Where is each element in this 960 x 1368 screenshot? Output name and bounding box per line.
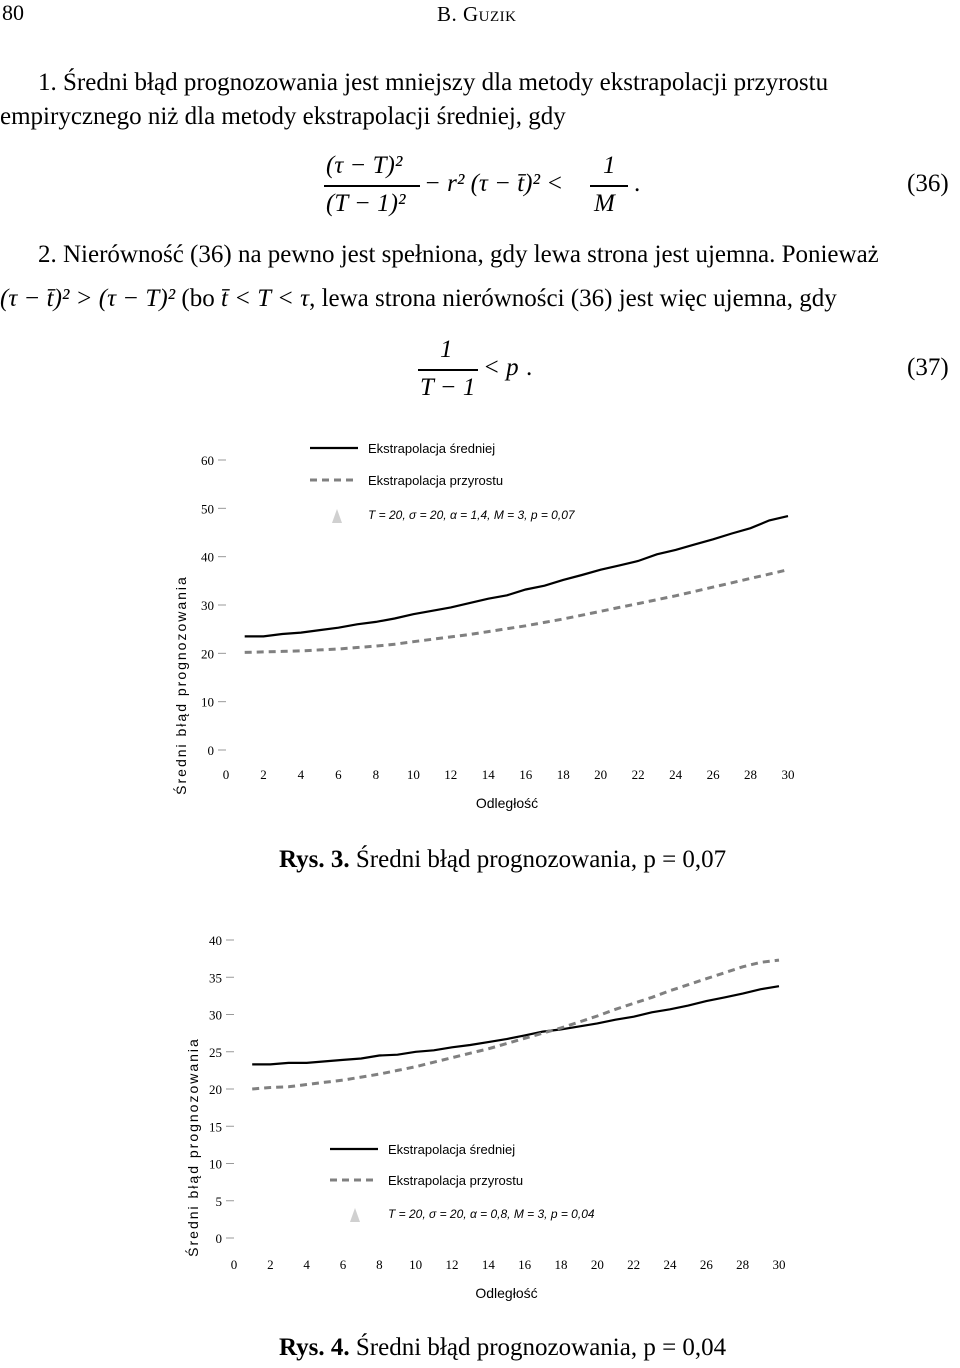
- y-tick-label: 20: [201, 646, 214, 662]
- eq36-fraction-1-denominator: (T − 1)²: [326, 190, 406, 217]
- x-tick-label: 8: [372, 767, 380, 782]
- legend-label: Ekstrapolacja średniej: [368, 441, 496, 456]
- x-tick-label: 22: [631, 767, 645, 782]
- y-tick-label: 35: [209, 970, 222, 986]
- inline-condition: t̄ < T < τ: [220, 285, 310, 312]
- x-tick-label: 28: [744, 767, 758, 782]
- x-tick-label: 12: [444, 767, 458, 782]
- y-tick-label: 40: [201, 549, 214, 565]
- equation-37: [0, 334, 960, 410]
- x-tick-label: 10: [406, 767, 420, 782]
- y-tick-label: 30: [209, 1007, 222, 1023]
- x-axis-title: Odległość: [475, 795, 539, 811]
- x-tick-label: 26: [706, 767, 720, 782]
- paragraph-2-line-1: 2. Nierówność (36) na pewno jest spełniona, gdy lewa strona jest ujemna. Ponieważ: [38, 241, 879, 268]
- y-tick-label: 20: [209, 1082, 222, 1097]
- eq36-fraction-1-numerator: (τ − T)²: [326, 152, 403, 179]
- y-tick-label: 15: [209, 1119, 222, 1135]
- paragraph-1-line-1: 1. Średni błąd prognozowania jest mniejszy dla metody ekstrapolacji przyrostu: [38, 69, 829, 96]
- x-tick-label: 22: [627, 1257, 641, 1272]
- x-tick-label: 26: [699, 1257, 713, 1272]
- eq36-fraction-2-bar: [590, 185, 628, 187]
- x-tick-label: 16: [519, 767, 533, 782]
- eq36-middle-term: − r² (τ − t̄)² <: [424, 170, 564, 197]
- figure-4-caption: Rys. 4. Średni błąd prognozowania, p = 0,04: [279, 1334, 727, 1361]
- eq37-fraction-bar: [418, 369, 478, 371]
- eq36-fraction-2-denominator: M: [594, 190, 615, 217]
- y-tick-label: 10: [201, 694, 214, 710]
- eq37-numerator: 1: [440, 336, 453, 363]
- y-tick-label: 30: [201, 598, 214, 613]
- inline-text-end: , lewa strona nierówności (36) jest więc ujemna, gdy: [309, 285, 837, 312]
- legend-label: Ekstrapolacja przyrostu: [388, 1173, 524, 1188]
- x-tick-label: 14: [481, 767, 495, 782]
- y-axis-title: Średni błąd prognozowania: [185, 1037, 201, 1257]
- x-tick-label: 18: [554, 1257, 568, 1272]
- eq37-denominator: T − 1: [420, 374, 476, 401]
- x-tick-label: 8: [376, 1257, 383, 1272]
- figure-4-chart: [0, 918, 960, 1318]
- x-tick-label: 14: [481, 1257, 495, 1272]
- x-tick-label: 12: [445, 1257, 459, 1272]
- figure-3-caption: Rys. 3. Średni błąd prognozowania, p = 0,07: [279, 846, 727, 873]
- legend-label: Ekstrapolacja średniej: [388, 1142, 516, 1157]
- eq37-rhs: < p: [483, 354, 519, 381]
- equation-36: [0, 150, 960, 226]
- figure-3-chart: [0, 430, 960, 830]
- x-tick-label: 30: [781, 767, 795, 782]
- inline-inequality: (τ − t̄)² > (τ − T)²: [0, 285, 176, 312]
- x-tick-label: 2: [260, 767, 267, 782]
- y-tick-label: 10: [209, 1156, 222, 1172]
- series-line-przyrost: [252, 960, 779, 1089]
- eq36-fraction-1-bar: [324, 185, 420, 187]
- eq36-period: .: [634, 170, 641, 197]
- x-tick-label: 20: [594, 767, 608, 782]
- legend-label: Ekstrapolacja przyrostu: [368, 473, 504, 488]
- series-line-srednia: [252, 986, 779, 1064]
- triangle-marker: [350, 1208, 360, 1222]
- y-axis-title: Średni błąd prognozowania: [173, 575, 189, 795]
- x-axis-title: Odległość: [475, 1285, 538, 1301]
- x-tick-label: 30: [772, 1257, 786, 1272]
- x-tick-label: 2: [267, 1257, 274, 1272]
- running-header-author: B. Guzik: [437, 2, 517, 26]
- inline-text-bo: (bo: [181, 285, 215, 312]
- paragraph-2-line-2: [0, 282, 958, 315]
- parameters-label: T = 20, σ = 20, α = 0,8, M = 3, p = 0,04: [388, 1207, 595, 1221]
- x-tick-label: 4: [303, 1257, 310, 1272]
- equation-number-37: (37): [907, 354, 949, 381]
- y-tick-label: 0: [215, 1231, 222, 1246]
- eq36-fraction-2-numerator: 1: [603, 152, 616, 179]
- parameters-label: T = 20, σ = 20, α = 1,4, M = 3, p = 0,07: [368, 508, 575, 522]
- x-tick-label: 24: [663, 1257, 677, 1272]
- series-line-przyrost: [245, 570, 788, 653]
- x-tick-label: 24: [669, 767, 683, 782]
- y-tick-label: 40: [209, 933, 222, 948]
- series-line-srednia: [245, 516, 788, 636]
- x-tick-label: 18: [556, 767, 570, 782]
- x-tick-label: 4: [297, 767, 305, 782]
- x-tick-label: 6: [335, 767, 342, 782]
- x-tick-label: 28: [736, 1257, 750, 1272]
- x-tick-label: 20: [590, 1257, 604, 1272]
- y-tick-label: 60: [201, 453, 214, 468]
- equation-number-36: (36): [907, 170, 949, 197]
- x-tick-label: 0: [222, 767, 230, 782]
- eq37-period: .: [526, 354, 533, 381]
- x-tick-label: 16: [518, 1257, 532, 1272]
- x-tick-label: 10: [409, 1257, 423, 1272]
- y-tick-label: 5: [215, 1193, 222, 1209]
- paragraph-1-line-2: empirycznego niż dla metody ekstrapolacji średniej, gdy: [0, 103, 566, 130]
- triangle-marker: [332, 509, 342, 523]
- y-tick-label: 0: [207, 743, 214, 758]
- y-tick-label: 25: [209, 1044, 222, 1060]
- x-tick-label: 0: [230, 1257, 238, 1272]
- y-tick-label: 50: [201, 501, 214, 517]
- x-tick-label: 6: [339, 1257, 347, 1272]
- page-number: 80: [2, 0, 24, 25]
